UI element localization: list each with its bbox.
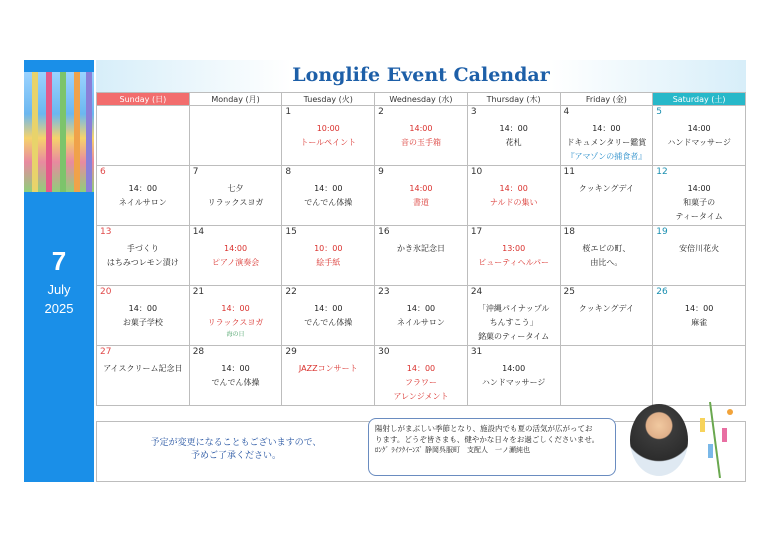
event-line: でんでん体操	[304, 318, 353, 327]
day-cell	[375, 346, 468, 406]
message-line1: 陽射しがまぶしい季節となり、施設内でも夏の活気が広がってお	[375, 424, 593, 433]
day-cell	[375, 166, 468, 226]
event-line: 「沖縄パイナップル	[477, 304, 550, 313]
event-line: ちんすこう」	[489, 318, 538, 327]
empty-day-cell	[97, 106, 190, 166]
day-cell	[560, 106, 653, 166]
event-line: ドキュメンタリー鑑賞	[566, 138, 647, 147]
event-text	[282, 182, 374, 210]
event-line: アレンジメント	[393, 392, 449, 401]
day-number: 5	[656, 107, 662, 117]
event-line: お菓子学校	[122, 318, 163, 327]
day-number: 18	[563, 227, 575, 237]
day-number: 15	[285, 227, 297, 237]
year: 2025	[44, 301, 74, 316]
event-line: 銘菓のティータイム	[478, 332, 550, 341]
bamboo-decoration-icon	[690, 398, 746, 478]
day-cell	[97, 226, 190, 286]
event-text	[190, 182, 282, 210]
event-line: JAZZコンサート	[298, 364, 358, 373]
event-line: 14：00	[128, 304, 158, 313]
event-line: 14：00	[406, 364, 436, 373]
event-line: 14:00	[409, 124, 433, 133]
day-number: 30	[378, 347, 390, 357]
day-number: 7	[192, 167, 199, 177]
schedule-note-line2: 予めご了承ください。	[190, 451, 281, 461]
event-text	[561, 122, 653, 164]
event-line: 14：00	[499, 184, 528, 193]
day-cell	[97, 286, 190, 346]
day-cell	[467, 226, 560, 286]
event-line: 14：00	[128, 184, 158, 193]
day-cell	[467, 346, 560, 406]
message-line2: ります。どうぞ皆さまも、健やかな日々をお過ごしくださいませ。	[375, 435, 600, 444]
day-number: 16	[378, 227, 390, 237]
weekday-saturday: Saturday (土)	[653, 93, 746, 106]
day-cell	[560, 166, 653, 226]
day-number: 8	[285, 167, 292, 177]
day-number: 9	[378, 167, 384, 177]
day-cell	[282, 166, 375, 226]
event-line: 14：00	[221, 364, 250, 373]
event-line: ハンドマッサージ	[481, 378, 546, 387]
weekday-tuesday: Tuesday (火)	[282, 93, 375, 106]
day-number: 11	[563, 167, 575, 177]
event-text	[97, 362, 189, 376]
weekday-wednesday: Wednesday (水)	[375, 93, 468, 106]
day-number: 23	[378, 287, 390, 297]
day-number: 4	[563, 107, 570, 117]
day-number: 1	[285, 107, 292, 117]
week-row	[97, 346, 746, 406]
week-row	[97, 106, 746, 166]
day-number: 19	[656, 227, 668, 237]
event-line: 桜エビの町、	[582, 244, 631, 253]
event-text	[468, 362, 560, 390]
event-line: ティータイム	[675, 212, 723, 221]
day-cell	[653, 286, 746, 346]
event-line: 14：00	[314, 304, 343, 313]
empty-day-cell	[653, 346, 746, 406]
tanabata-decoration-photo	[24, 72, 94, 192]
event-text	[561, 182, 653, 196]
event-line: 14:00	[687, 184, 711, 193]
weekday-friday: Friday (金)	[560, 93, 653, 106]
event-text	[282, 242, 374, 270]
day-number: 28	[192, 347, 205, 357]
event-line: 14：00	[314, 184, 343, 193]
day-number: 29	[285, 347, 297, 357]
event-line: クッキングデイ	[578, 184, 634, 193]
day-cell	[189, 346, 282, 406]
event-line: 和菓子の	[683, 198, 716, 207]
event-line: 麻雀	[691, 318, 708, 327]
event-text	[282, 362, 374, 376]
day-cell	[560, 226, 653, 286]
event-text	[282, 122, 374, 150]
event-line: 14:00	[409, 184, 433, 193]
day-number: 31	[470, 347, 483, 357]
day-cell	[189, 226, 282, 286]
event-line: 14：00	[499, 124, 528, 133]
event-line: 14：00	[406, 304, 436, 313]
day-number: 26	[656, 287, 668, 297]
day-cell	[375, 286, 468, 346]
holiday-label: 海の日	[226, 331, 245, 338]
day-number: 12	[656, 167, 668, 177]
day-number: 6	[100, 167, 106, 177]
manager-signature: ﾛﾝｸﾞ ﾗｲﾌｸｲｰﾝｽﾞ 静岡呉服町 支配人 一ノ瀬純也	[375, 446, 530, 454]
event-line: 14:00	[224, 244, 248, 253]
event-line: 13:00	[502, 244, 526, 253]
event-text	[190, 302, 282, 340]
day-number: 24	[470, 287, 483, 297]
event-text	[468, 182, 560, 210]
day-cell	[653, 226, 746, 286]
weekday-monday: Monday (月)	[189, 93, 282, 106]
month-number: 7	[51, 246, 67, 276]
event-text	[561, 302, 653, 316]
event-text	[97, 242, 189, 270]
manager-message-bubble	[368, 418, 616, 476]
event-text	[375, 182, 467, 210]
week-row	[97, 166, 746, 226]
event-line: ビューティヘルパー	[478, 258, 550, 267]
month-sidebar	[24, 60, 94, 482]
event-text	[375, 122, 467, 150]
day-cell	[189, 286, 282, 346]
day-cell	[189, 166, 282, 226]
event-text	[375, 242, 467, 256]
day-number: 10	[470, 167, 483, 177]
day-cell	[282, 346, 375, 406]
day-number: 20	[100, 287, 112, 297]
event-text	[375, 302, 467, 330]
day-cell	[467, 286, 560, 346]
month-name: July	[47, 282, 71, 297]
calendar-grid	[96, 92, 746, 406]
event-text	[653, 182, 745, 224]
manager-photo	[630, 404, 688, 476]
event-text	[653, 302, 745, 330]
day-cell	[97, 346, 190, 406]
event-text	[282, 302, 374, 330]
day-cell	[467, 106, 560, 166]
day-number: 27	[100, 347, 112, 357]
day-cell	[97, 166, 190, 226]
event-text	[468, 302, 560, 344]
day-number: 14	[192, 227, 205, 237]
event-text	[190, 242, 282, 270]
event-text	[653, 122, 745, 150]
weekday-sunday: Sunday (日)	[97, 93, 190, 106]
event-text	[653, 242, 745, 256]
event-text	[561, 242, 653, 270]
day-cell	[282, 106, 375, 166]
event-line: 由比へ。	[590, 258, 623, 267]
event-line: 14:00	[687, 124, 711, 133]
weekday-thursday: Thursday (木)	[467, 93, 560, 106]
page-title: Longlife Event Calendar	[292, 64, 550, 86]
empty-day-cell	[189, 106, 282, 166]
day-number: 13	[100, 227, 112, 237]
event-line: 絵手紙	[316, 258, 341, 267]
event-line: アイスクリーム記念日	[103, 364, 183, 373]
event-line: でんでん体操	[211, 378, 260, 387]
day-cell	[282, 286, 375, 346]
day-number: 21	[192, 287, 205, 297]
day-number: 17	[470, 227, 483, 237]
day-number: 22	[285, 287, 297, 297]
week-row	[97, 286, 746, 346]
day-cell	[282, 226, 375, 286]
day-cell	[467, 166, 560, 226]
event-line: リラックスヨガ	[207, 198, 264, 207]
event-line: ネイルサロン	[397, 318, 445, 327]
event-text	[190, 362, 282, 390]
event-line: トールペイント	[300, 138, 357, 147]
week-row	[97, 226, 746, 286]
event-line: 花札	[505, 138, 522, 147]
event-line: ハンドマッサージ	[667, 138, 731, 147]
event-line: 『アマゾンの捕食者』	[566, 152, 647, 161]
schedule-note-line1: 予定が変更になることもございますので、	[150, 438, 322, 448]
event-line: 音の玉手箱	[400, 138, 441, 147]
event-text	[468, 242, 560, 270]
day-number: 25	[563, 287, 575, 297]
event-line: 14:00	[502, 364, 526, 373]
event-line: 手づくり	[126, 244, 159, 253]
day-number: 3	[470, 107, 477, 117]
day-cell	[560, 286, 653, 346]
event-line: ネイルサロン	[118, 198, 167, 207]
event-line: リラックスヨガ	[207, 318, 264, 327]
day-cell	[375, 226, 468, 286]
event-line: 10:00	[316, 124, 340, 133]
event-line: 14：00	[221, 304, 250, 313]
event-line: ピアノ演奏会	[211, 258, 260, 267]
event-text	[468, 122, 560, 150]
day-cell	[375, 106, 468, 166]
weekday-header-row	[97, 93, 746, 106]
day-cell	[653, 106, 746, 166]
event-line: フラワー	[404, 378, 437, 387]
event-line: ナルドの集い	[489, 198, 538, 207]
event-line: 14：00	[592, 124, 621, 133]
event-text	[97, 302, 189, 330]
event-text	[375, 362, 467, 404]
event-line: はちみつレモン漬け	[106, 258, 179, 267]
event-line: 書道	[412, 198, 429, 207]
event-text	[97, 182, 189, 210]
empty-day-cell	[560, 346, 653, 406]
day-cell	[653, 166, 746, 226]
event-line: 安倍川花火	[679, 244, 720, 253]
day-number: 2	[378, 107, 384, 117]
event-line: クッキングデイ	[578, 304, 634, 313]
event-line: でんでん体操	[304, 198, 353, 207]
event-line: 10：00	[314, 244, 343, 253]
event-line: かき氷記念日	[396, 244, 445, 253]
event-line: 14：00	[684, 304, 714, 313]
event-line: 七夕	[227, 184, 244, 193]
